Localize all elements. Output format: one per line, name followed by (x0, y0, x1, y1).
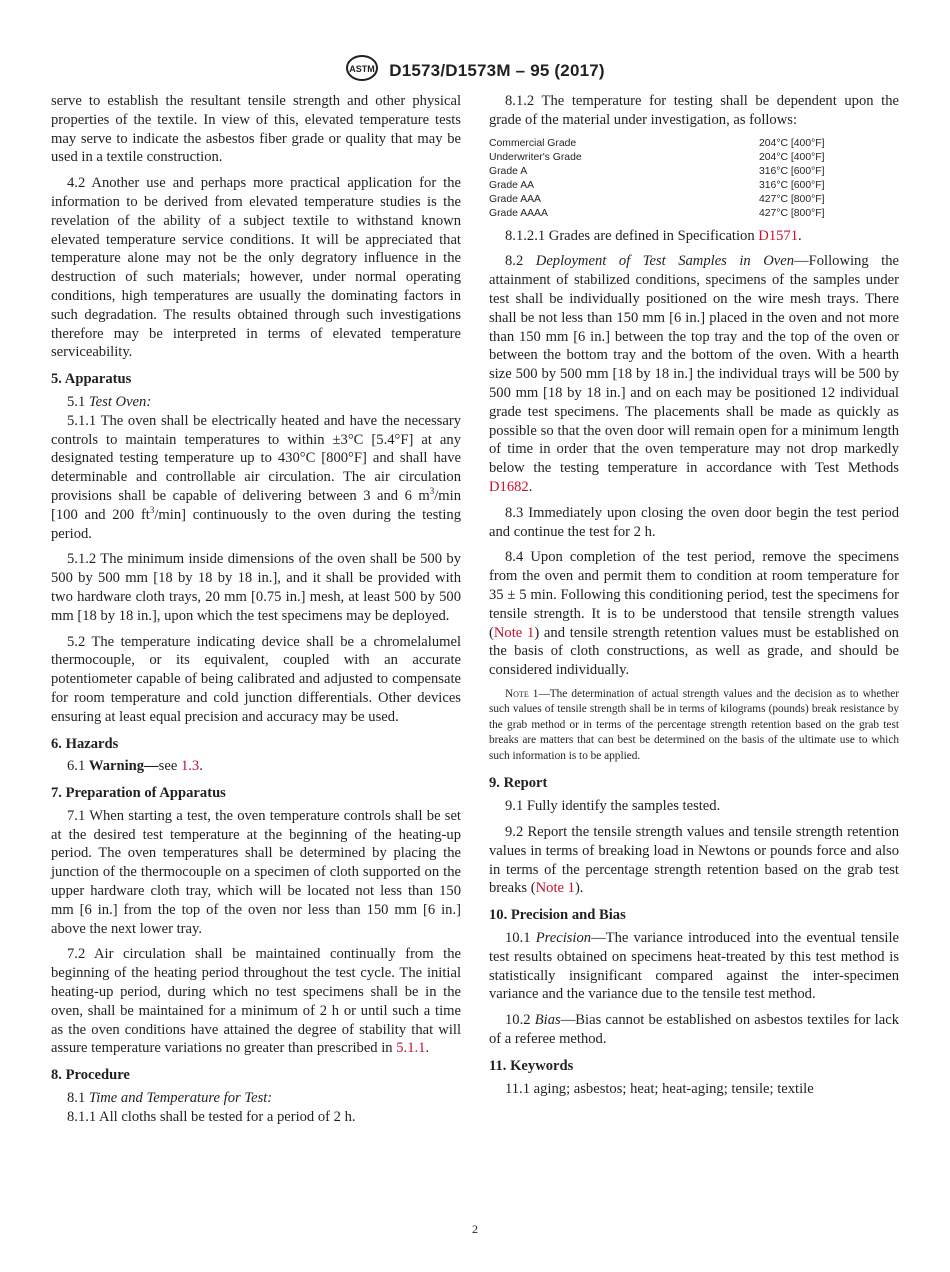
table-row: Underwriter's Grade 204°C [400°F] (489, 151, 825, 163)
page-number: 2 (472, 1222, 478, 1236)
svg-text:ASTM: ASTM (349, 64, 375, 74)
paragraph-5-2: 5.2 The temperature indicating device shall be a chromelalumel thermocouple, or its equivalent, coupled with an accurate potentiometer capable of being calibrated and adjusted to compensate for room temperature and cold junction differentials. Other devices ensuring at least equal precision and accuracy may be used. (51, 633, 461, 725)
paragraph-5-1-2: 5.1.2 The minimum inside dimensions of the oven shall be 500 by 500 by 500 mm [18 by 18 by 18 in.], and it shall be provided with two hardware cloth trays, 20 mm [0.75 in.] mesh, at least 500 by 500 mm [18 by 18 in.], upon which the test specimens may be deployed. (51, 551, 461, 624)
link-note-1[interactable]: Note 1 (535, 880, 575, 897)
table-row: Grade AAAA 427°C [800°F] (489, 207, 825, 219)
paragraph-8-1: 8.1 Time and Temperature for Test: (67, 1090, 273, 1107)
link-d1682[interactable]: D1682 (489, 478, 529, 495)
link-5-1-1[interactable]: 5.1.1 (396, 1040, 426, 1057)
paragraph-8-3: 8.3 Immediately upon closing the oven door begin the test period and continue the test for 2 h. (489, 504, 899, 540)
paragraph-8-1-1: 8.1.1 All cloths shall be tested for a period of 2 h. (67, 1108, 356, 1125)
link-d1571[interactable]: D1571 (758, 227, 799, 244)
right-column (489, 92, 899, 1105)
paragraph-5-1-1: 5.1.1 The oven shall be electrically heated and have the necessary controls to maintain temperatures to within ±3°C [5.4°F] at any designated testing temperature up to 430°C [800°F] and shall have determinable and controllable air circulation. The air circulation provisions shall be capable of delivering between 3 and 6 $m^3/\min$ [100 and 200 $ft^3/\min$] continuously to the oven during the testing period. (51, 412, 462, 542)
heading-keywords: 11. Keywords (489, 1057, 574, 1074)
paragraph-8-1-2-1: 8.1.2.1 Grades are defined in Specification D1571. (505, 227, 802, 244)
grade-temperature-table (489, 137, 899, 221)
heading-preparation: 7. Preparation of Apparatus (51, 785, 226, 802)
table-row: Grade AAA 427°C [800°F] (489, 193, 825, 205)
paragraph-9-1: 9.1 Fully identify the samples tested. (505, 798, 721, 815)
heading-hazards: 6. Hazards (51, 735, 119, 752)
paragraph-4-2: 4.2 Another use and perhaps more practical application for the information to be derived from elevated temperature studies is the revelation of the ability of a subject textile to withstand known elevated temperature service conditions. It will be appreciated that temperature alone may not be the only degratory influence in the destruction of such materials; however, under normal operating conditions, high temperatures are usually the dominating factors in such degradation. The results obtained through such investigations therefore may be interpreted in terms of elevated temperature serviceability. (51, 175, 461, 361)
heading-apparatus: 5. Apparatus (51, 371, 132, 388)
document-code: D1573/D1573M – 95 (2017) (389, 60, 605, 80)
paragraph-7-2: 7.2 Air circulation shall be maintained continually from the beginning of the heating period throughout the test cycle. The initial heating-up period, during which no test specimens shall be in the oven, shall be maintained for a minimum of 2 h or until such a time as the oven conditions have attained the degree of stability that will assure temperature variations no greater than prescribed in 5.1.1. (51, 946, 461, 1057)
heading-report: 9. Report (489, 775, 548, 792)
link-1-3[interactable]: 1.3 (180, 758, 200, 775)
paragraph-8-2: 8.2 Deployment of Test Samples in Oven—Following the attainment of stabilized conditions, specimens of the samples under test shall be individually positioned on the wire mesh trays. There shall be not less than 150 mm [6 in.] placed in the oven and not more than 150 mm [6 in.] between the top tray and the top of the oven or between the bottom tray and the bottom of the oven. With a hearth size 500 by 500 mm [18 by 18 in.] the individual trays will be 500 by 500 mm [18 by 18 in.] and on each may be positioned 12 individual grade test specimens. The placements shall be made as quickly as possible so that the oven door will remain open for a minimum length of time in order that the oven temperature may not drop markedly below the testing temperature in accordance with Test Methods D1682. (489, 253, 900, 495)
link-note-1[interactable]: Note 1 (493, 624, 535, 641)
paragraph-10-2: 10.2 Bias—Bias cannot be established on asbestos textiles for lack of a referee method. (489, 1012, 899, 1047)
note-1: Note 1—The determination of actual strength values and the decision as to whether such values of tensile strength shall be in terms of kilograms (pounds) break resistance by the grab method or in terms of the percentage strength retention based on the grab test breaks are matters that can best be determined on the basis of the ultimate use to which such information is to be applied. (489, 687, 900, 762)
table-row: Commercial Grade 204°C [400°F] (489, 137, 825, 149)
table-row: Grade A 316°C [600°F] (489, 165, 825, 177)
paragraph-9-2: 9.2 Report the tensile strength values and tensile strength retention values in terms of breaking load in Newtons or pounds force and also in terms of the percentage strength retention based on the grab test breaks (Note 1). (489, 824, 899, 897)
paragraph-6-1: 6.1 Warning—see 1.3. (67, 758, 203, 775)
astm-logo-icon (345, 54, 379, 87)
paragraph-5-1: 5.1 Test Oven: (67, 393, 152, 410)
page-header (0, 54, 950, 87)
heading-procedure: 8. Procedure (51, 1067, 130, 1084)
paragraph-8-4: 8.4 Upon completion of the test period, remove the specimens from the oven and permit them to condition at room temperature for 35 ± 5 min. Following this conditioning period, test the specimens for tensile strength. It is to be understood that tensile strength values (Note 1) and tensile strength retention values must be established on the basis of cloth constructions, as well as grade, and should be considered individually. (489, 549, 899, 679)
heading-precision-bias: 10. Precision and Bias (489, 907, 626, 924)
paragraph-continued: serve to establish the resultant tensile strength and other physical properties of the textile. In view of this, elevated temperature tests may serve to indicate the asbestos fiber grade or quality that may be used in a textile construction. (51, 93, 461, 166)
paragraph-11-1: 11.1 aging; asbestos; heat; heat-aging; tensile; textile (505, 1080, 814, 1097)
left-column (51, 92, 461, 1134)
paragraph-7-1: 7.1 When starting a test, the oven temperature controls shall be set at the desired test temperature at the beginning of the heating-up period. The oven temperatures shall be determined by placing the junction of the thermocouple on a specimen of cloth supported on the upper hardware cloth tray, which will be located not less than 150 mm [6 in.] from the top of the oven nor less than 150 mm [6 in.] above the next lower tray. (51, 807, 461, 937)
paragraph-8-1-2: 8.1.2 The temperature for testing shall be dependent upon the grade of the material under investigation, as follows: (489, 93, 899, 128)
table-row: Grade AA 316°C [600°F] (489, 179, 825, 191)
paragraph-10-1: 10.1 Precision—The variance introduced into the eventual tensile test results obtained on specimens heat-treated by this test method is statistically insignificant compared against the inter-specimen variance and the variance due to the tensile test method. (489, 930, 900, 1003)
